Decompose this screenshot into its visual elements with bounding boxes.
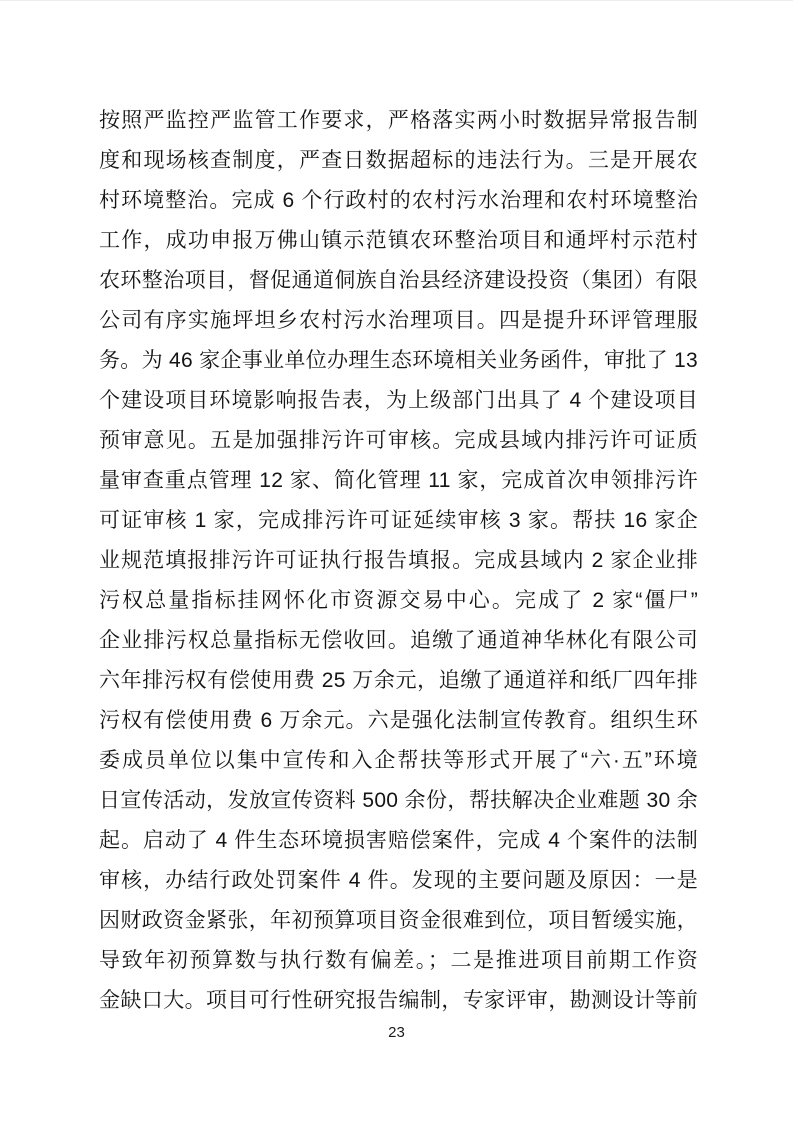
document-body-text <box>99 101 698 1021</box>
text-line: 村环境整治。完成 6 个行政村的农村污水治理和农村环境整治 <box>99 189 698 212</box>
text-line: 企业排污权总量指标无偿收回。追缴了通道神华林化有限公司 <box>99 629 698 652</box>
text-line: 量审查重点管理 12 家、简化管理 11 家，完成首次申领排污许 <box>99 469 698 492</box>
text-line: 起。启动了 4 件生态环境损害赔偿案件，完成 4 个案件的法制 <box>99 829 698 852</box>
text-line: 因财政资金紧张，年初预算项目资金很难到位，项目暂缓实施， <box>99 909 698 932</box>
page-number: 23 <box>388 1024 405 1041</box>
text-line: 预审意见。五是加强排污许可审核。完成县域内排污许可证质 <box>99 429 698 452</box>
text-line: 日宣传活动，发放宣传资料 500 余份，帮扶解决企业难题 30 余 <box>99 789 698 812</box>
text-line: 务。为 46 家企事业单位办理生态环境相关业务函件，审批了 13 <box>99 349 698 372</box>
text-line: 个建设项目环境影响报告表，为上级部门出具了 4 个建设项目 <box>99 389 698 412</box>
text-line: 金缺口大。项目可行性研究报告编制，专家评审，勘测设计等前 <box>99 989 698 1012</box>
text-line: 工作，成功申报万佛山镇示范镇农环整治项目和通坪村示范村 <box>99 229 698 252</box>
text-line: 农环整治项目，督促通道侗族自治县经济建设投资（集团）有限 <box>99 269 698 292</box>
text-line: 污权总量指标挂网怀化市资源交易中心。完成了 2 家“僵尸” <box>99 589 698 612</box>
text-line: 审核，办结行政处罚案件 4 件。发现的主要问题及原因：一是 <box>99 869 698 892</box>
text-line: 可证审核 1 家，完成排污许可证延续审核 3 家。帮扶 16 家企 <box>99 509 698 532</box>
text-line: 度和现场核查制度，严查日数据超标的违法行为。三是开展农 <box>99 149 698 172</box>
text-line: 公司有序实施坪坦乡农村污水治理项目。四是提升环评管理服 <box>99 309 698 332</box>
text-line: 污权有偿使用费 6 万余元。六是强化法制宣传教育。组织生环 <box>99 709 698 732</box>
text-line: 导致年初预算数与执行数有偏差。；二是推进项目前期工作资 <box>99 949 698 972</box>
text-line: 按照严监控严监管工作要求，严格落实两小时数据异常报告制 <box>99 109 698 132</box>
text-line: 业规范填报排污许可证执行报告填报。完成县域内 2 家企业排 <box>99 549 698 572</box>
text-line: 六年排污权有偿使用费 25 万余元，追缴了通道祥和纸厂四年排 <box>99 669 698 692</box>
text-line: 委成员单位以集中宣传和入企帮扶等形式开展了“六·五”环境 <box>99 749 698 772</box>
